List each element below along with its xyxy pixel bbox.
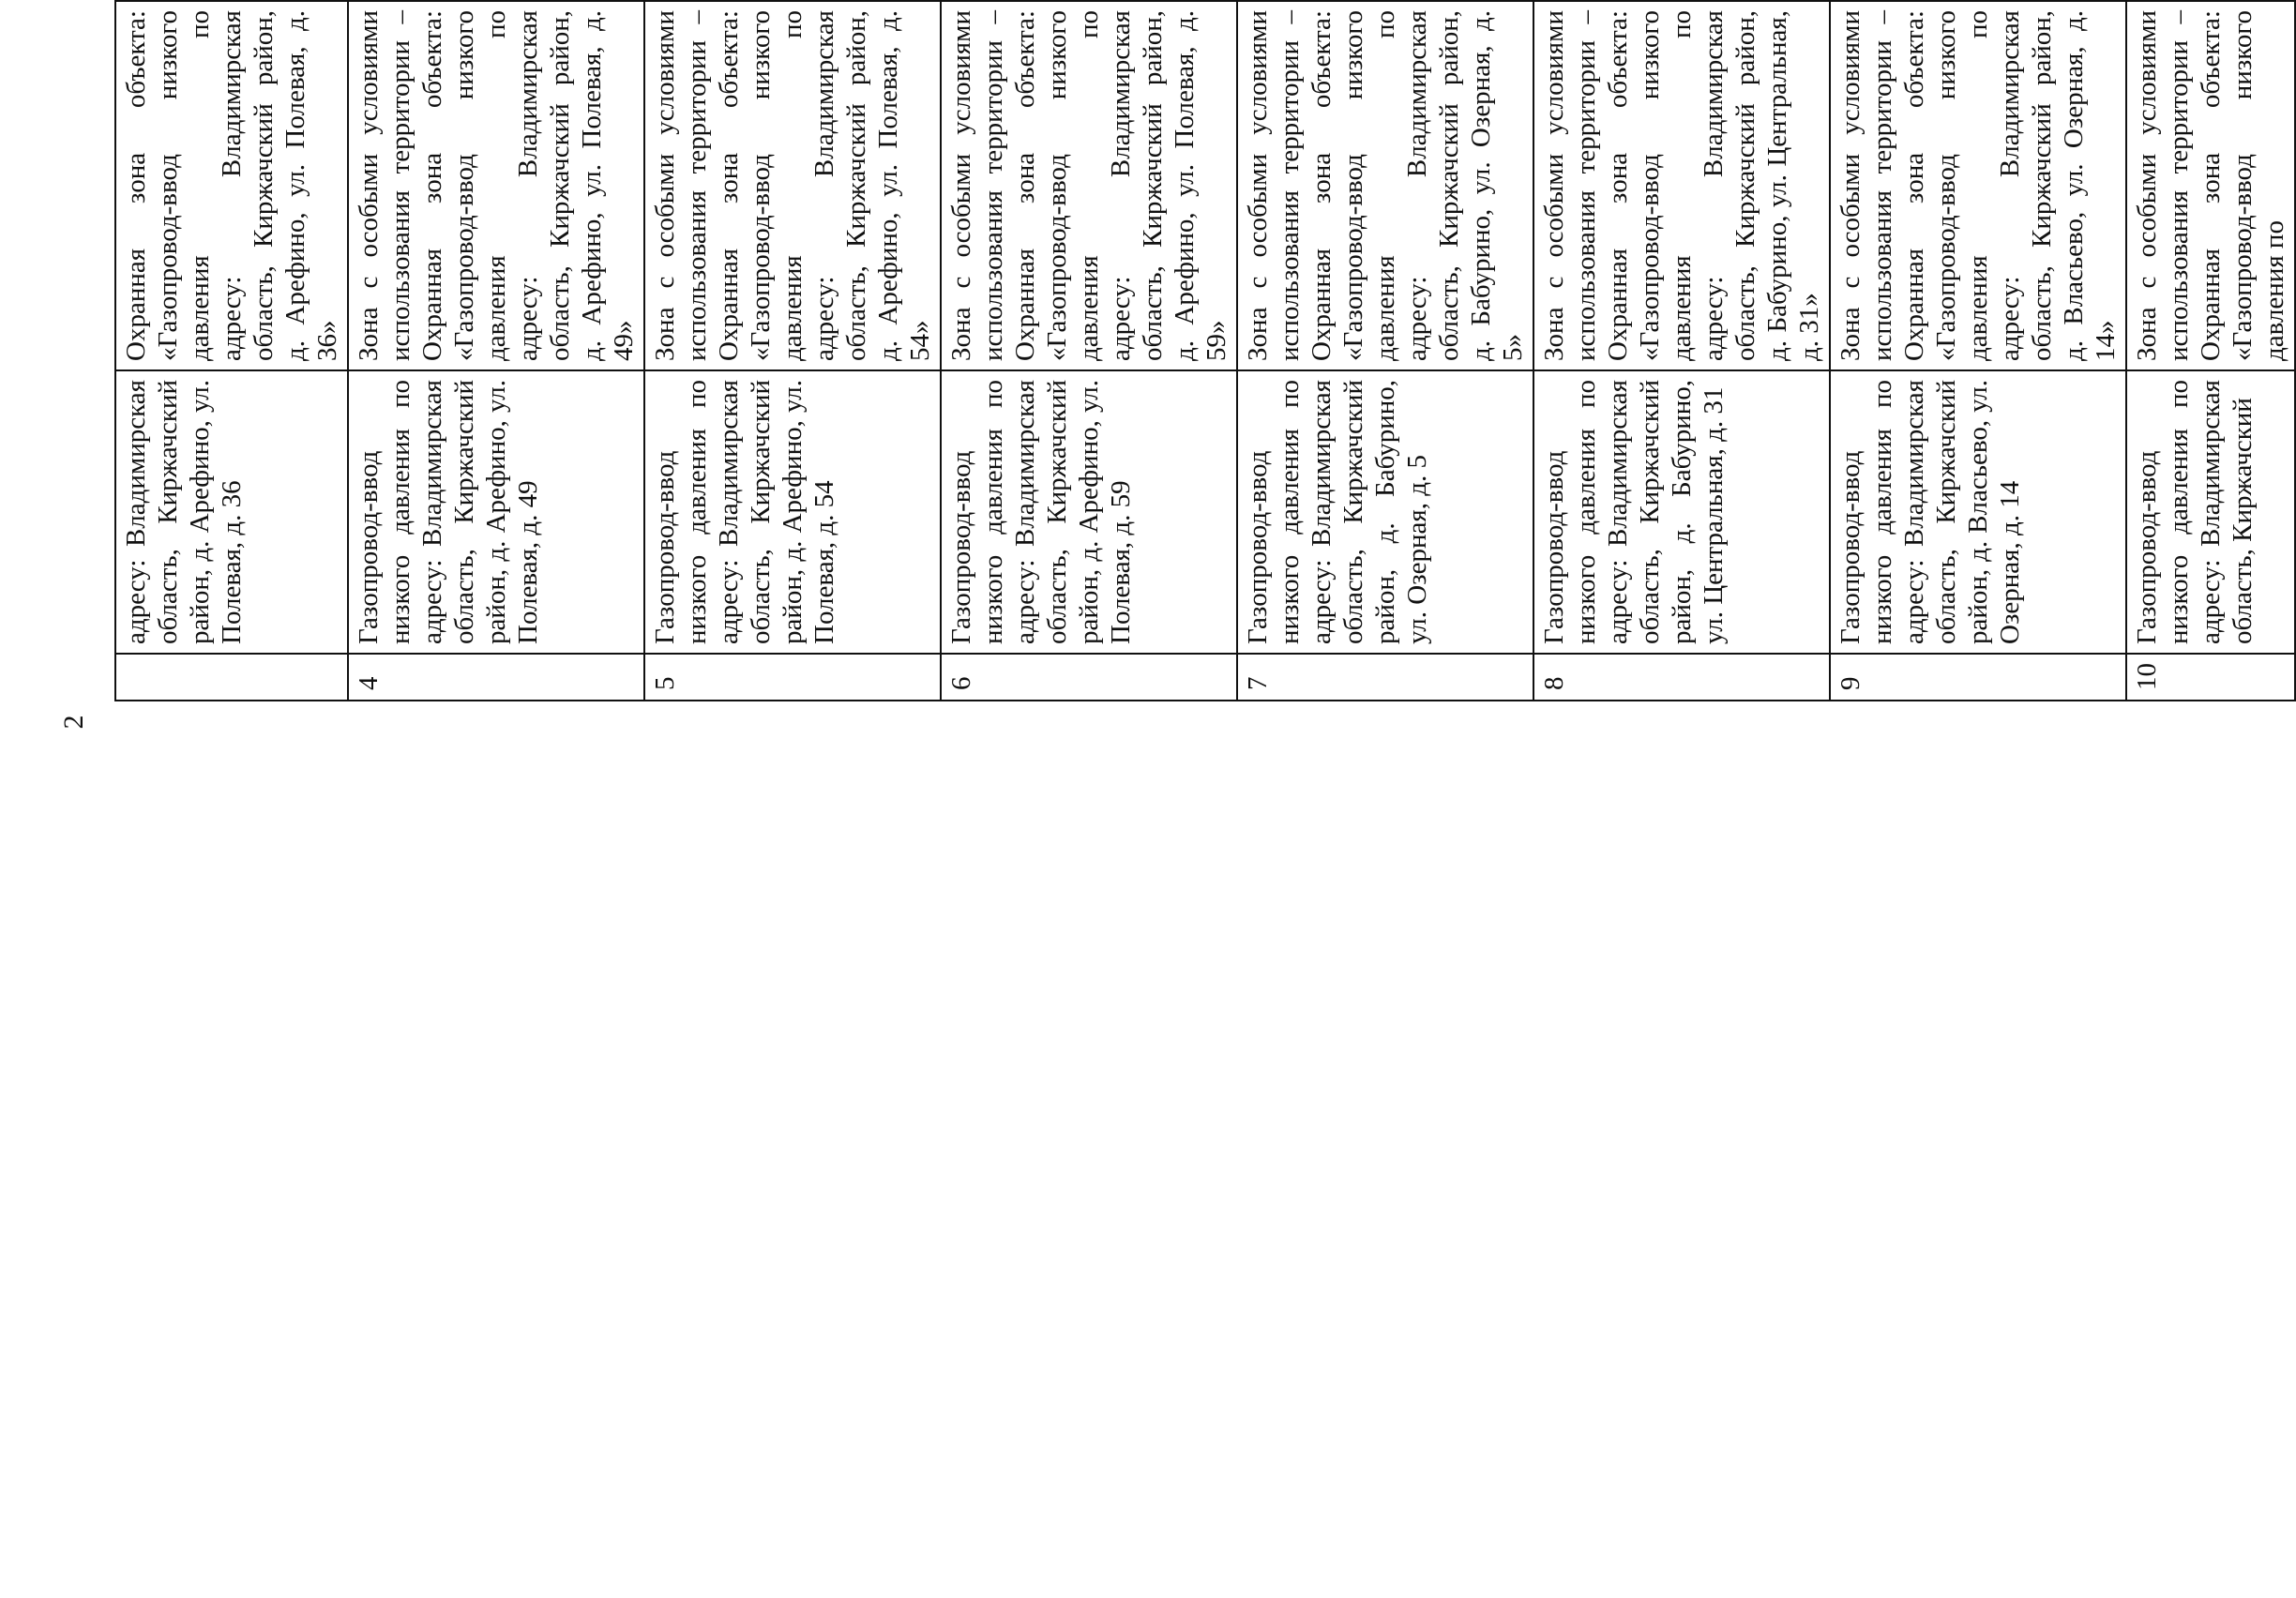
description-text-line: Охранная зона объекта: «Газопровод-ввод низкого давления по	[714, 10, 808, 361]
zone-description-cell	[941, 1, 1237, 370]
row-number-cell: 9	[1830, 654, 2126, 701]
description-text-line: адресу: Владимирская область, Киржачский район,	[809, 10, 871, 361]
object-text-line: Газопровод-ввод низкого давления по	[1539, 379, 1601, 644]
table-row	[1237, 1, 1533, 701]
zone-description-cell	[1533, 1, 1830, 370]
object-text-line: адресу: Владимирская область, Киржачский	[1603, 379, 1665, 644]
zone-description-cell	[2126, 1, 2295, 370]
row-number-cell: 7	[1237, 654, 1533, 701]
object-cell	[115, 370, 348, 654]
object-text-line: Газопровод-ввод низкого давления по	[1243, 379, 1305, 644]
description-text-line: адресу: Владимирская область, Киржачский район,	[513, 10, 575, 361]
row-number-cell: 10	[2126, 654, 2295, 701]
description-text-line: Зона с особыми условиями использования территории –	[650, 10, 712, 361]
description-text-line: адресу: Владимирская область, Киржачский район,	[217, 10, 279, 361]
description-text-line: д. Арефино, ул. Полевая, д. 54»	[873, 10, 935, 361]
description-text-line: Охранная зона объекта: «Газопровод-ввод низкого давления по	[2196, 10, 2289, 361]
description-text-line: Охранная зона объекта: «Газопровод-ввод низкого давления по	[121, 10, 215, 361]
object-text-line: район, д. Арефино, ул. Полевая, д. 59	[1074, 379, 1136, 644]
zone-description-cell	[1830, 1, 2126, 370]
table-row	[1830, 1, 2126, 701]
description-text-line: Зона с особыми условиями использования территории –	[1243, 10, 1305, 361]
object-text-line: Газопровод-ввод низкого давления по	[650, 379, 712, 644]
object-cell	[2126, 370, 2295, 654]
row-number-cell	[115, 654, 348, 701]
object-cell	[941, 370, 1237, 654]
object-text-line: адресу: Владимирская область, Киржачский	[2196, 379, 2258, 644]
description-text-line: Зона с особыми условиями использования территории –	[1835, 10, 1897, 361]
table-body	[115, 1, 2295, 701]
table-row	[2126, 1, 2295, 701]
row-number-cell: 8	[1533, 654, 1830, 701]
object-cell	[1533, 370, 1830, 654]
table-row	[644, 1, 941, 701]
description-text-line: Зона с особыми условиями использования территории –	[946, 10, 1008, 361]
description-text-line: д. Арефино, ул. Полевая, д. 59»	[1170, 10, 1231, 361]
object-text-line: район, д. Арефино, ул. Полевая, д. 49	[481, 379, 543, 644]
description-text-line: д. Арефино, ул. Полевая, д. 49»	[577, 10, 639, 361]
object-text-line: Газопровод-ввод низкого давления по	[1835, 379, 1897, 644]
object-text-line: район, д. Арефино, ул. Полевая, д. 54	[778, 379, 839, 644]
row-number-cell: 6	[941, 654, 1237, 701]
document-table	[114, 0, 2296, 701]
description-text-line: Охранная зона объекта: «Газопровод-ввод низкого давления по	[1307, 10, 1400, 361]
row-number-cell: 5	[644, 654, 941, 701]
description-text-line: адресу: Владимирская область, Киржачский район,	[1402, 10, 1464, 361]
description-text-line: д. Власьево, ул. Озерная, д. 14»	[2059, 10, 2121, 361]
zone-description-cell	[644, 1, 941, 370]
object-text-line: район, д. Бабурино, ул. Озерная, д. 5	[1370, 379, 1432, 644]
object-text-line: адресу: Владимирская область, Киржачский	[714, 379, 776, 644]
object-text-line: Газопровод-ввод низкого давления по	[946, 379, 1008, 644]
object-text-line: район, д. Бабурино, ул. Центральная, д. 31	[1667, 379, 1729, 644]
description-text-line: д. Бабурино, ул. Центральная, д. 31»	[1762, 10, 1824, 361]
object-cell	[644, 370, 941, 654]
description-text-line: Охранная зона объекта: «Газопровод-ввод низкого давления по	[1603, 10, 1697, 361]
object-text-line: адресу: Владимирская область, Киржачский	[417, 379, 479, 644]
zone-description-cell	[1237, 1, 1533, 370]
description-text-line: д. Бабурино, ул. Озерная, д. 5»	[1466, 10, 1528, 361]
description-text-line: Охранная зона объекта: «Газопровод-ввод низкого давления по	[1010, 10, 1104, 361]
object-text-line: адресу: Владимирская область, Киржачский	[1899, 379, 1961, 644]
zone-description-cell	[348, 1, 644, 370]
description-text-line: адресу: Владимирская область, Киржачский район,	[1699, 10, 1760, 361]
object-cell	[348, 370, 644, 654]
object-text-line: Газопровод-ввод низкого давления по	[354, 379, 415, 644]
object-cell	[1830, 370, 2126, 654]
row-number-cell: 4	[348, 654, 644, 701]
object-text-line: адресу: Владимирская область, Киржачский	[121, 379, 183, 644]
description-text-line: Охранная зона объекта: «Газопровод-ввод низкого давления по	[1899, 10, 1993, 361]
zone-description-cell	[115, 1, 348, 370]
table-row	[115, 1, 348, 701]
description-text-line: адресу: Владимирская область, Киржачский район,	[1106, 10, 1168, 361]
description-text-line: адресу: Владимирская область, Киржачский район,	[1995, 10, 2057, 361]
object-text-line: адресу: Владимирская область, Киржачский	[1010, 379, 1072, 644]
object-text-line: адресу: Владимирская область, Киржачский	[1307, 379, 1368, 644]
description-text-line: д. Арефино, ул. Полевая, д. 36»	[280, 10, 342, 361]
description-text-line: Зона с особыми условиями использования территории –	[354, 10, 415, 361]
table-row	[941, 1, 1237, 701]
table-row	[348, 1, 644, 701]
description-text-line: Зона с особыми условиями использования территории –	[2132, 10, 2194, 361]
page-number: 2	[58, 715, 89, 730]
description-text-line: Зона с особыми условиями использования территории –	[1539, 10, 1601, 361]
object-cell	[1237, 370, 1533, 654]
object-text-line: Газопровод-ввод низкого давления по	[2132, 379, 2194, 644]
description-text-line: Охранная зона объекта: «Газопровод-ввод низкого давления по	[417, 10, 511, 361]
object-text-line: район, д. Арефино, ул. Полевая, д. 36	[185, 379, 247, 644]
table-row	[1533, 1, 1830, 701]
object-text-line: район, д. Власьево, ул. Озерная, д. 14	[1963, 379, 2025, 644]
